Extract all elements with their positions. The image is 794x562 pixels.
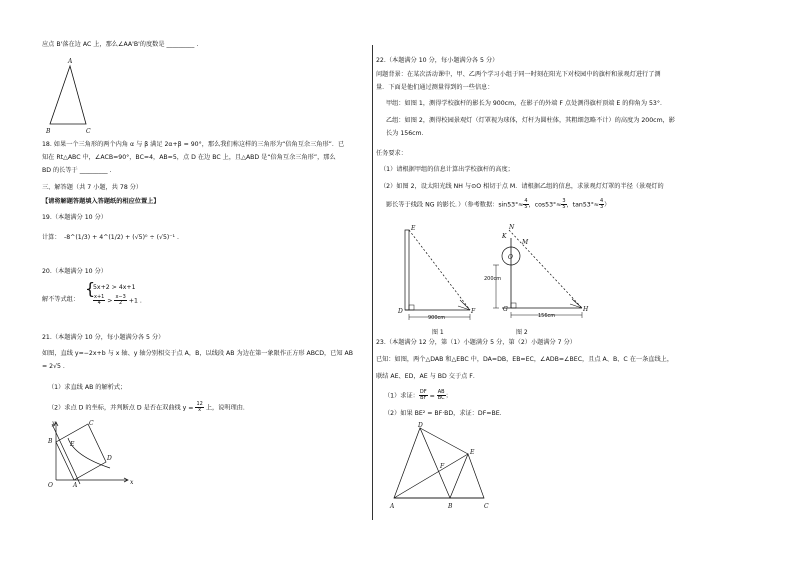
q20-frac2-den: 2: [119, 300, 123, 306]
fig2-label-g: G: [503, 306, 508, 313]
q22-task2-line2: [386, 199, 610, 210]
q23-head: 23.（本题满分 12 分，第（1）小题满分 5 分，第（2）小题满分 7 分）: [376, 339, 576, 346]
q22-task2-mid2: ，tan53°≈: [566, 201, 599, 209]
left-column: [36, 0, 370, 562]
q23-label-d: D: [418, 422, 423, 429]
q17-label-c: C: [86, 128, 91, 135]
q20-frac1-den: 4: [97, 300, 101, 306]
section-3-title: 三、解答题（共 7 小题，共 78 分）: [42, 184, 143, 191]
q17-tail: 应点 B'落在边 AC 上，那么∠AA'B'的度数是 _________ .: [42, 41, 199, 48]
right-column: [376, 0, 766, 562]
q23-label-e: E: [470, 449, 475, 456]
fig2-height: 200cm: [484, 276, 502, 282]
q20-head: 20.（本题满分 10 分）: [42, 268, 107, 275]
q17-label-b: B: [46, 128, 51, 135]
q23-label-a: A: [390, 503, 395, 510]
q23-line1: 已知：如图，两个△DAB 和△EBC 中，DA=DB，EB=EC，∠ADB=∠BEC，且点 A、B、C 在一条直线上，: [376, 356, 674, 363]
fig2-label-o: O: [508, 254, 513, 261]
q19-prefix: 计算：: [42, 234, 61, 241]
q21-line2: = 2√5 .: [42, 363, 65, 370]
fig2-label-k: K: [502, 233, 507, 240]
q23-f2-num: AB: [437, 389, 445, 395]
q23-label-f: F: [440, 463, 445, 470]
q22-task2-a: 影长等于线段 NG 的影长．）（参考数据：sin53°≈: [386, 201, 524, 209]
q23-label-c: C: [484, 503, 489, 510]
q21-sub2: [48, 402, 249, 413]
q21-line1: 如图，直线 y=−2x+b 与 x 轴、y 轴分别相交于点 A，B，以线段 AB 为边在第一象限作正方形 ABCD，已知 AB: [42, 350, 353, 357]
q20-brace: {: [85, 279, 96, 298]
q18-line1: 18. 如果一个三角形的两个内角 α 与 β 满足 2α+β = 90°，那么我们称这样的三角形为“倍角互余三角形”．已: [42, 141, 345, 148]
q21-frac-num: 12: [196, 401, 203, 407]
q21-label-a: A: [73, 482, 78, 489]
fig2-caption: 图 2: [516, 329, 528, 336]
q22-figure-2: [484, 222, 604, 339]
q23-f1-den: BF: [420, 395, 427, 401]
q22-f3-den: 3: [599, 204, 604, 210]
q22-yi-line2: 长为 156cm．: [386, 130, 428, 137]
q23-sub1: [384, 390, 452, 401]
q20-ineq2-tail: +1 .: [128, 297, 142, 305]
q21-coordinate-figure: [44, 416, 144, 492]
q20-ineq2: $\frac{x+1}{4}$ > $\frac{x-3}{2}$ +1 .: [94, 294, 142, 306]
q21-frac-den: x: [198, 407, 202, 413]
q17-triangle-figure: [44, 58, 104, 136]
q23-sub1-a: （1）求证：: [384, 392, 419, 400]
q22-task2-mid1: ，cos53°≈: [528, 201, 562, 209]
q22-f2-num: 3: [562, 198, 566, 204]
q22-f3-num: 4: [599, 198, 604, 204]
q21-sub2-a: （2）求点 D 的坐标，并判断点 D 是否在双曲线 y =: [48, 404, 194, 412]
q22-bg-line1: 问题背景：在某次活动课中，甲、乙两个学习小组于同一时刻在阳光下对校园中的旗杆和景观灯进行了测: [376, 71, 661, 78]
q22-f1-num: 4: [524, 198, 528, 204]
q22-task1: （1）请根据甲组的信息计算出学校旗杆的高度；: [380, 166, 514, 173]
q18-line2: 知在 Rt△ABC 中，∠ACB=90°，BC=4，AB=5，点 D 在边 BC 上，且△ABD 是“倍角互余三角形”，那么: [42, 154, 336, 161]
q23-sub2: （2）如果 BE² = BF·BD，求证：DF=BE．: [384, 410, 506, 417]
q21-label-c: C: [89, 420, 94, 427]
q22-f1-den: 5: [524, 204, 528, 210]
fig2-label-n: N: [509, 224, 515, 231]
q21-label-b: B: [48, 438, 53, 445]
q23-f1-num: DF: [419, 389, 427, 395]
fig1-label-d: D: [398, 308, 403, 315]
q22-yi-line1: 乙组：如图 2，测得校园景观灯（灯罩视为球体，灯杆为圆柱体，其粗细忽略不计）的高度为 200cm，影: [386, 117, 675, 124]
q20-ineq1: 5x+2 > 4x+1: [93, 284, 136, 291]
fig1-caption: 图 1: [432, 329, 444, 336]
q22-task2-end: ）: [604, 201, 611, 209]
q22-jia: 甲组：如图 1，测得学校旗杆的影长为 900cm，在影子的外端 F 点处测得旗杆顶端 E 的仰角为 53°．: [386, 100, 667, 107]
q23-sub1-b: ；: [445, 392, 452, 400]
q22-figure-1: [398, 224, 488, 339]
q22-head: 22.（本题满分 10 分，每小题满分各 5 分）: [376, 57, 499, 64]
q19-head: 19.（本题满分 10 分）: [42, 214, 107, 221]
fig2-label-m: M: [522, 239, 529, 246]
q22-task2-line1: （2）如图 2，设太阳光线 NH 与⊙O 相切于点 M．请根据乙组的信息，求景观灯灯罩的半径（景观灯的: [380, 183, 664, 190]
column-divider: [372, 45, 373, 520]
q22-bg-line2: 量．下面是他们通过测量得到的一些信息：: [376, 84, 494, 91]
fig1-label-f: F: [471, 308, 476, 315]
q21-sub1: （1）求直线 AB 的解析式；: [48, 384, 127, 391]
q23-line2: 联结 AE、ED，AE 与 BD 交于点 F．: [376, 373, 480, 380]
q21-label-d: D: [107, 455, 112, 462]
q20-frac1-num: x+1: [94, 294, 105, 300]
q18-line3: BD 的长等于 _________ .: [42, 167, 112, 174]
q21-label-e: E: [70, 441, 75, 448]
q23-label-b: B: [448, 503, 453, 510]
fig2-label-h: H: [583, 306, 589, 313]
q21-label-y: y: [52, 420, 56, 427]
q21-label-o: O: [48, 482, 53, 489]
q23-triangle-figure: [384, 422, 504, 512]
q22-task: 任务要求：: [376, 150, 407, 157]
q21-sub2-b: 上，说明理由．: [205, 404, 250, 412]
q22-f2-den: 5: [562, 204, 566, 210]
fig1-label-e: E: [411, 225, 416, 232]
q17-label-a: A: [68, 58, 73, 65]
q21-head: 21.（本题满分 10 分，每小题满分各 5 分）: [42, 334, 165, 341]
answer-notice: 【请将解题答题填入答题纸的相应位置上】: [42, 198, 160, 205]
q20-frac2-num: x−3: [115, 294, 126, 300]
q23-f2-den: BC: [437, 395, 445, 401]
q23-sub1-eq: =: [427, 392, 437, 400]
fig1-length: 900cm: [428, 315, 446, 321]
fig2-length: 156cm: [538, 313, 556, 319]
q20-prefix: 解不等式组：: [42, 296, 80, 303]
q21-label-x: x: [130, 479, 134, 486]
q19-formula: -8^(1/3) + 4^(1/2) + (√5)⁰ ÷ (√5)⁻¹ .: [64, 234, 179, 241]
